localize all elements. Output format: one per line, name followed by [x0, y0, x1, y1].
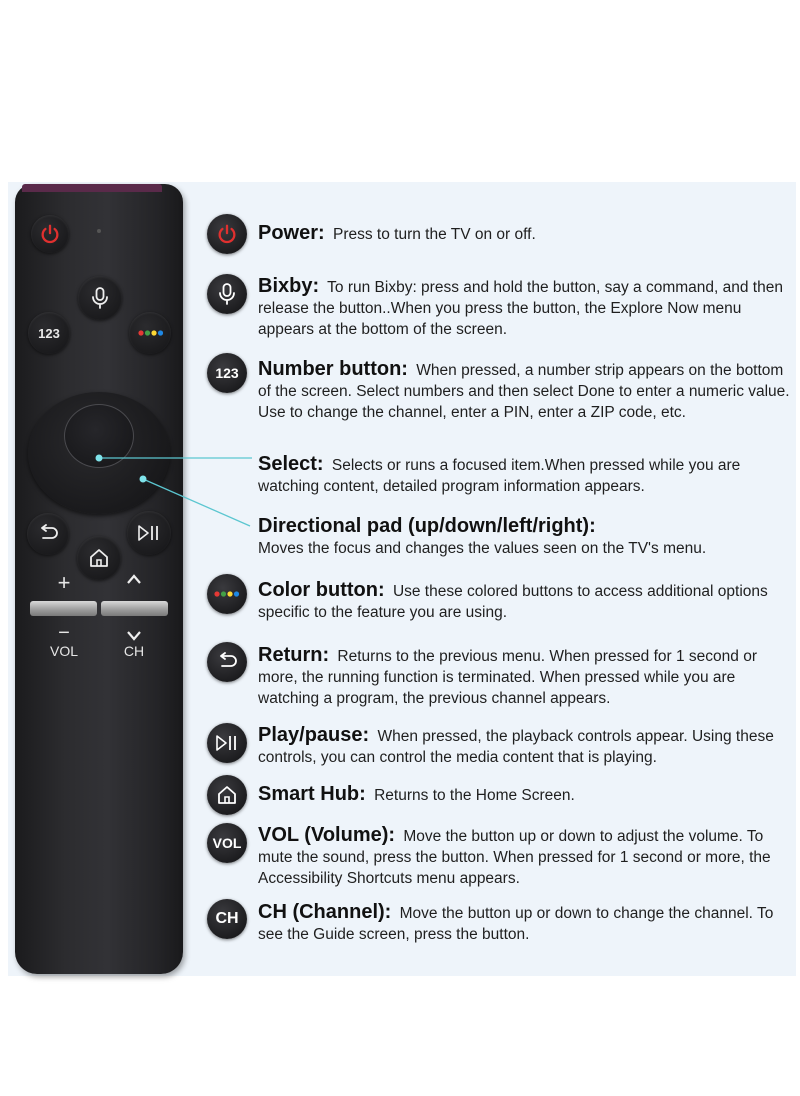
power-icon — [216, 223, 238, 245]
entry-text: Returns to the Home Screen. — [374, 787, 575, 804]
remote-number-button[interactable] — [28, 312, 70, 354]
return-icon — [216, 652, 238, 672]
entry-title: Power: — [258, 222, 325, 244]
color-dot — [145, 330, 150, 335]
return-icon — [37, 524, 59, 544]
legend-ch-icon — [207, 899, 247, 939]
entry-title: Directional pad (up/down/left/right): — [258, 515, 596, 537]
entry-title: Play/pause: — [258, 724, 370, 746]
legend-entry-color — [258, 580, 798, 623]
remote-home-button[interactable] — [77, 536, 121, 580]
entry-text: When pressed, a number strip appears on the bottom of the screen. Select numbers and then select Done to enter a numeric value. Use to change the channel, enter a PIN, enter a ZIP code, etc. — [258, 362, 790, 421]
channel-up-label — [122, 572, 146, 588]
remote-return-button[interactable] — [27, 513, 69, 555]
remote-ir-window — [22, 184, 162, 192]
ch-label: CH — [123, 643, 145, 659]
color-dot — [221, 591, 226, 596]
color-dot — [214, 591, 219, 596]
color-dots-icon — [137, 329, 163, 337]
entry-title: CH (Channel): — [258, 901, 392, 923]
number-icon-text: 123 — [215, 365, 239, 381]
number-button-label: 123 — [38, 325, 60, 341]
remote-play-pause-button[interactable] — [127, 511, 171, 555]
entry-text: When pressed, the playback controls appear. Using these controls, you can control the media content that is playing. — [258, 728, 774, 766]
channel-down-label — [122, 628, 146, 644]
entry-title: Bixby: — [258, 275, 320, 297]
legend-entry-smart-hub — [258, 784, 798, 806]
microphone-icon — [217, 282, 237, 306]
legend-entry-play-pause — [258, 725, 798, 768]
entry-text: Use these colored buttons to access additional options specific to the feature you are using. — [258, 583, 768, 621]
legend-power-icon — [207, 214, 247, 254]
entry-title: Number button: — [258, 358, 408, 380]
color-dot — [227, 591, 232, 596]
legend-entry-ch — [258, 902, 798, 945]
home-icon — [88, 547, 110, 569]
color-dot — [151, 330, 156, 335]
entry-title: Select: — [258, 453, 324, 475]
legend-play-pause-icon — [207, 723, 247, 763]
ch-icon-text: CH — [215, 910, 239, 927]
entry-title: VOL (Volume): — [258, 824, 396, 846]
entry-text: Press to turn the TV on or off. — [333, 226, 536, 243]
play-pause-icon — [137, 524, 161, 542]
vol-icon-text: VOL — [212, 835, 242, 851]
entry-text: Returns to the previous menu. When pressed for 1 second or more, the running function is terminated. When pressed while you are watching a program, the previous channel appears. — [258, 648, 758, 707]
legend-vol-icon — [207, 823, 247, 863]
entry-text: Move the button up or down to adjust the volume. To mute the sound, press the button. When pressed for 1 second or more, the Accessibility Shortcuts menu appears. — [258, 828, 771, 887]
home-icon — [216, 784, 238, 806]
legend-entry-select — [258, 454, 798, 497]
entry-text: To run Bixby: press and hold the button, say a command, and then release the button..When you press the button, the Explore Now menu appears at the bottom of the screen. — [258, 279, 783, 338]
volume-rocker[interactable] — [30, 601, 97, 616]
microphone-icon — [90, 286, 110, 310]
legend-entry-dpad — [258, 516, 798, 559]
entry-title: Smart Hub: — [258, 783, 366, 805]
volume-down-label: − — [58, 622, 70, 644]
color-dots-icon — [213, 590, 241, 598]
legend-entry-power — [258, 223, 798, 245]
play-pause-icon — [215, 734, 239, 752]
chevron-up-icon — [126, 573, 142, 585]
entry-text: Moves the focus and changes the values seen on the TV's menu. — [258, 540, 707, 557]
legend-home-icon — [207, 775, 247, 815]
remote-power-button[interactable] — [31, 215, 69, 253]
color-dot — [158, 330, 163, 335]
channel-rocker[interactable] — [101, 601, 168, 616]
legend-return-icon — [207, 642, 247, 682]
legend-entry-bixby — [258, 276, 798, 340]
legend-color-icon — [207, 574, 247, 614]
legend-entry-vol — [258, 825, 798, 889]
entry-title: Color button: — [258, 579, 385, 601]
power-icon — [39, 223, 61, 245]
legend-bixby-icon — [207, 274, 247, 314]
color-dot — [138, 330, 143, 335]
legend-entry-return — [258, 645, 798, 709]
entry-text: Move the button up or down to change the channel. To see the Guide screen, press the button. — [258, 905, 774, 943]
entry-text: Selects or runs a focused item.When pressed while you are watching content, detailed program information appears. — [258, 457, 741, 495]
legend-number-icon — [207, 353, 247, 393]
color-dot — [234, 591, 239, 596]
volume-up-label: + — [57, 570, 71, 595]
entry-title: Return: — [258, 644, 330, 666]
legend-entry-number — [258, 359, 798, 423]
vol-label: VOL — [49, 643, 78, 659]
remote-mic-hole — [97, 229, 101, 233]
chevron-down-icon — [126, 629, 142, 641]
remote-select-button[interactable] — [64, 404, 134, 468]
remote-color-button[interactable] — [129, 312, 171, 354]
remote-bixby-button[interactable] — [78, 276, 122, 320]
